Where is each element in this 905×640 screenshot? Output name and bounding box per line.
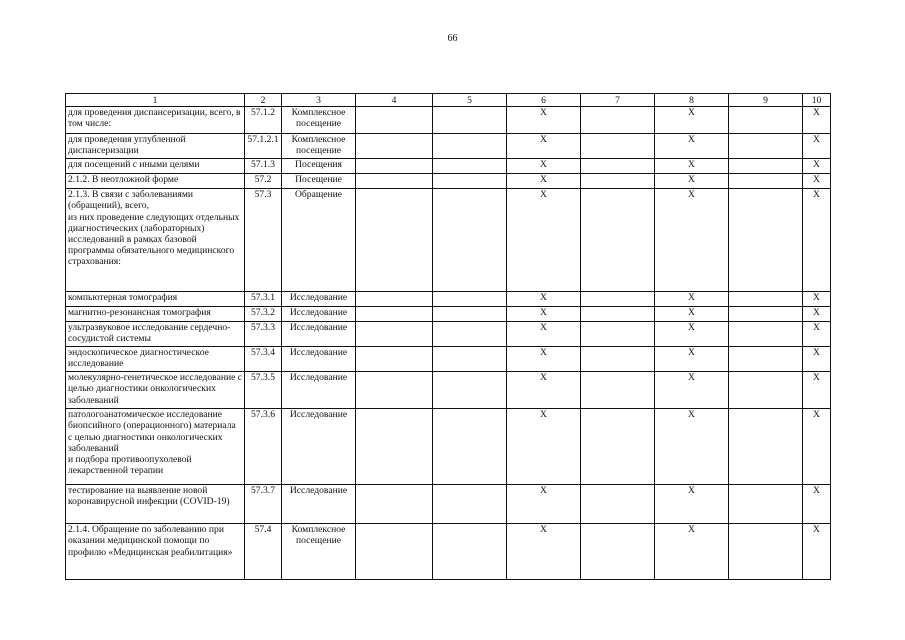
value-cell: X [803,159,831,174]
table-row [66,159,831,174]
row-name-cell: для посещений с иными целями [66,159,245,174]
header-cell: 2 [245,94,282,107]
value-cell [729,372,803,409]
value-cell: X [803,174,831,189]
value-cell: X [507,485,581,524]
header-cell: 5 [433,94,507,107]
value-cell: X [803,322,831,347]
value-cell: X [803,409,831,485]
table-row [66,524,831,580]
row-unit-cell: Исследование [282,307,356,322]
value-cell [356,292,433,307]
value-cell [356,107,433,134]
value-cell [433,174,507,189]
value-cell [729,524,803,580]
value-cell: X [507,347,581,372]
value-cell [433,134,507,159]
value-cell: X [655,189,729,292]
value-cell [433,372,507,409]
value-cell [356,307,433,322]
table-row [66,134,831,159]
row-code-cell: 57.1.3 [245,159,282,174]
value-cell [581,292,655,307]
value-cell [356,347,433,372]
value-cell [581,524,655,580]
header-cell: 7 [581,94,655,107]
value-cell [433,189,507,292]
header-cell: 4 [356,94,433,107]
header-cell: 1 [66,94,245,107]
table-row [66,372,831,409]
header-row [66,94,831,107]
value-cell: X [507,307,581,322]
row-code-cell: 57.3.1 [245,292,282,307]
row-code-cell: 57.3.2 [245,307,282,322]
value-cell [729,134,803,159]
row-unit-cell: Исследование [282,322,356,347]
table-row [66,322,831,347]
header-cell: 9 [729,94,803,107]
value-cell [581,107,655,134]
value-cell [729,307,803,322]
row-unit-cell: Комплексное посещение [282,107,356,134]
header-cell: 8 [655,94,729,107]
value-cell [581,409,655,485]
value-cell [433,292,507,307]
row-unit-cell: Посещения [282,159,356,174]
row-unit-cell: Исследование [282,292,356,307]
value-cell: X [803,292,831,307]
value-cell: X [507,322,581,347]
value-cell: X [507,189,581,292]
value-cell [356,159,433,174]
row-unit-cell: Исследование [282,485,356,524]
row-name-cell: 2.1.3. В связи с заболеваниями (обращений), всего, из них проведение следующих отдельных диагностических (лабораторных) исследований в рамках базовой программы обязательного медицинского страхования: [66,189,245,292]
row-code-cell: 57.2 [245,174,282,189]
row-code-cell: 57.3 [245,189,282,292]
table-row [66,347,831,372]
data-table [65,93,831,580]
value-cell: X [507,409,581,485]
row-name-cell: 2.1.4. Обращение по заболеванию при оказании медицинской помощи по профилю «Медицинская реабилитация» [66,524,245,580]
value-cell: X [507,292,581,307]
value-cell: X [803,372,831,409]
page-number: 66 [447,33,458,44]
value-cell: X [803,485,831,524]
value-cell [433,524,507,580]
value-cell [729,159,803,174]
table-row [66,174,831,189]
row-unit-cell: Комплексное посещение [282,134,356,159]
value-cell: X [655,307,729,322]
value-cell [729,322,803,347]
value-cell: X [507,159,581,174]
row-code-cell: 57.4 [245,524,282,580]
value-cell [356,134,433,159]
table-row [66,485,831,524]
row-code-cell: 57.3.5 [245,372,282,409]
value-cell [729,409,803,485]
value-cell [581,347,655,372]
value-cell: X [507,372,581,409]
value-cell [581,372,655,409]
value-cell [581,159,655,174]
value-cell: X [655,347,729,372]
value-cell: X [803,134,831,159]
value-cell: X [507,134,581,159]
value-cell [729,292,803,307]
value-cell: X [655,107,729,134]
row-name-cell: эндоскопическое диагностическое исследование [66,347,245,372]
value-cell: X [803,347,831,372]
header-cell: 10 [803,94,831,107]
value-cell [729,347,803,372]
value-cell: X [655,409,729,485]
value-cell [433,485,507,524]
row-code-cell: 57.3.6 [245,409,282,485]
row-name-cell: компьютерная томография [66,292,245,307]
value-cell [729,485,803,524]
row-unit-cell: Исследование [282,372,356,409]
value-cell: X [655,322,729,347]
value-cell: X [655,159,729,174]
value-cell [356,189,433,292]
header-cell: 6 [507,94,581,107]
value-cell [729,189,803,292]
value-cell [581,485,655,524]
row-unit-cell: Посещение [282,174,356,189]
value-cell: X [655,485,729,524]
row-code-cell: 57.1.2.1 [245,134,282,159]
value-cell [356,524,433,580]
value-cell [433,159,507,174]
table-row [66,292,831,307]
value-cell [433,107,507,134]
value-cell [729,107,803,134]
value-cell [356,485,433,524]
value-cell [433,409,507,485]
header-cell: 3 [282,94,356,107]
value-cell: X [507,107,581,134]
value-cell: X [507,174,581,189]
value-cell: X [803,107,831,134]
value-cell [581,174,655,189]
value-cell [356,409,433,485]
value-cell [356,174,433,189]
value-cell [581,322,655,347]
value-cell [581,307,655,322]
value-cell: X [655,292,729,307]
row-code-cell: 57.3.7 [245,485,282,524]
value-cell [581,189,655,292]
row-name-cell: магнитно-резонансная томография [66,307,245,322]
row-code-cell: 57.1.2 [245,107,282,134]
row-name-cell: для проведения диспансеризации, всего, в том числе: [66,107,245,134]
table-row [66,409,831,485]
row-code-cell: 57.3.4 [245,347,282,372]
value-cell: X [803,189,831,292]
table-row [66,189,831,292]
value-cell: X [803,524,831,580]
value-cell: X [803,307,831,322]
value-cell: X [655,134,729,159]
row-code-cell: 57.3.3 [245,322,282,347]
row-unit-cell: Комплексное посещение [282,524,356,580]
row-unit-cell: Исследование [282,347,356,372]
row-unit-cell: Обращение [282,189,356,292]
row-unit-cell: Исследование [282,409,356,485]
value-cell [356,372,433,409]
value-cell [581,134,655,159]
table-row [66,107,831,134]
value-cell [433,322,507,347]
value-cell [433,307,507,322]
value-cell [356,322,433,347]
row-name-cell: тестирование на выявление новой коронавирусной инфекции (COVID-19) [66,485,245,524]
value-cell: X [507,524,581,580]
table-row [66,307,831,322]
value-cell [433,347,507,372]
value-cell: X [655,372,729,409]
row-name-cell: ультразвуковое исследование сердечно-сосудистой системы [66,322,245,347]
value-cell: X [655,524,729,580]
value-cell [729,174,803,189]
row-name-cell: патологоанатомическое исследование биопсийного (операционного) материала с целью диагностики онкологических заболеваний и подбора противоопухолевой лекарственной терапии [66,409,245,485]
row-name-cell: для проведения углубленной диспансеризации [66,134,245,159]
row-name-cell: молекулярно-генетическое исследование с целью диагностики онкологических заболеваний [66,372,245,409]
value-cell: X [655,174,729,189]
row-name-cell: 2.1.2. В неотложной форме [66,174,245,189]
